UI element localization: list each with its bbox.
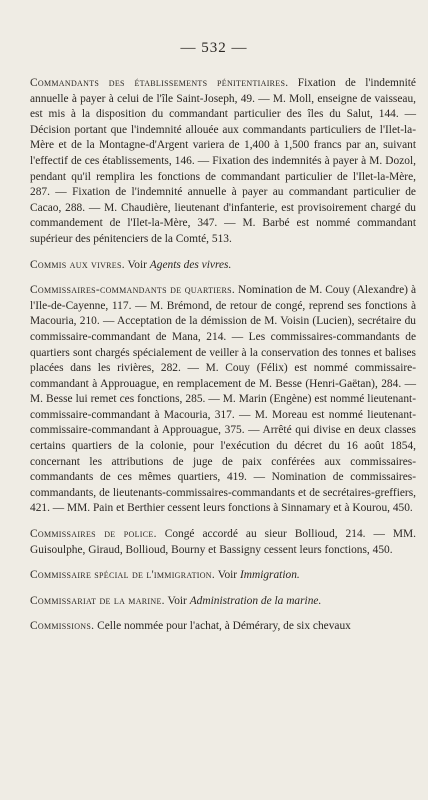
entry-text: Voir [215, 569, 240, 582]
entry-text: Voir [124, 258, 150, 271]
entry-text: Congé accordé au sieur Bollioud, 214. — MM. Guisoulphe, Giraud, Bollioud, Bourny et Bassigny cessent leurs fonctions, 450. [30, 528, 416, 556]
entry-text: Fixation de l'indemnité annuelle à payer à celui de l'île Saint-Joseph, 49. — M. Moll, enseigne de vaisseau, est mis à la disposition du commandant particulier des îles du Salut, 144. — Décision portant que l'indemnité allouée aux commandants particuliers de l'Ilet-la-Mère et de la Montagne-d'Argent variera de 1,400 à 1,500 francs par an, suivant l'effectif de ces établissements, 146. — Fixation des indemnités à payer à M. Dozol, pendant qu'il remplira les fonctions de commandant particulier de l'Ilet-la-Mère, 287. — Fixation de l'indemnité annuelle à payer au commandant particulier de Cacao, 288. — M. Chaudière, lieutenant d'infanterie, est provisoirement chargé du commandement de l'Ilet-la-Mère, 347. — M. Barbé est nommé commandant supérieur des pénitenciers de la Comté, 513. [30, 77, 416, 245]
entry-heading: Commandants des établissements pénitentiaires. [30, 77, 289, 89]
entry-heading: Commissariat de la marine. [30, 594, 165, 607]
index-entry [30, 258, 416, 274]
entry-reference: Immigration. [239, 569, 300, 582]
index-entry [30, 568, 416, 584]
entry-reference: Agents des vivres. [149, 258, 232, 271]
index-entry [30, 594, 416, 610]
entry-text: Celle nommée pour l'achat, à Démérary, de six chevaux [94, 620, 351, 633]
index-entry [30, 619, 416, 635]
entry-text: Voir [164, 594, 190, 607]
entry-heading: Commissaire spécial de l'immigration. [30, 569, 216, 582]
entry-heading: Commissions. [30, 620, 95, 633]
entry-text: Nomination de M. Couy (Alexandre) à l'Ile-de-Cayenne, 117. — M. Brémond, de retour de congé, reprend ses fonctions à Macouria, 210. — Acceptation de la démission de M. Voisin (Lucien), secrétaire du commissaire-commandant de Mana, 214. — Les commissaires-commandants de quartiers sont chargés spécialement de veiller à la conservation des tonnes et balises placées dans les rivières, 282. — M. Couy (Félix) est nommé commissaire-commandant à Approuague, en remplacement de M. Besse (Henri-Gaëtan), 284. — M. Besse lui remet ces fonctions, 285. — M. Marin (Engène) est nommé lieutenant-commissaire-commandant à Macouria, 317. — M. Moreau est nommé lieutenant-commissaire-commandant à Approuague, 375. — Arrêté qui divise en deux classes certains quartiers de la colonie, pour l'exécution du décret du 16 août 1854, concernant les attributions de juge de paix conférées aux commissaires-commandants de ces mêmes quartiers, 419. — Nomination de commissaires-commandants, de lieutenants-commissaires-commandants et de secrétaires-greffiers, 421. — MM. Pain et Berthier cessent leurs fonctions à Sinnamary et à Kourou, 450. [30, 284, 416, 515]
page-number: — 532 — [180, 40, 248, 56]
index-entry [30, 527, 416, 558]
index-text [30, 76, 416, 645]
index-entry [30, 283, 416, 517]
entry-reference: Administration de la marine. [189, 594, 322, 607]
entry-heading: Commis aux vivres. [30, 258, 125, 271]
entry-heading: Commissaires-commandants de quartiers. [30, 284, 235, 297]
index-entry [30, 76, 416, 248]
entry-heading: Commissaires de police. [30, 528, 157, 541]
